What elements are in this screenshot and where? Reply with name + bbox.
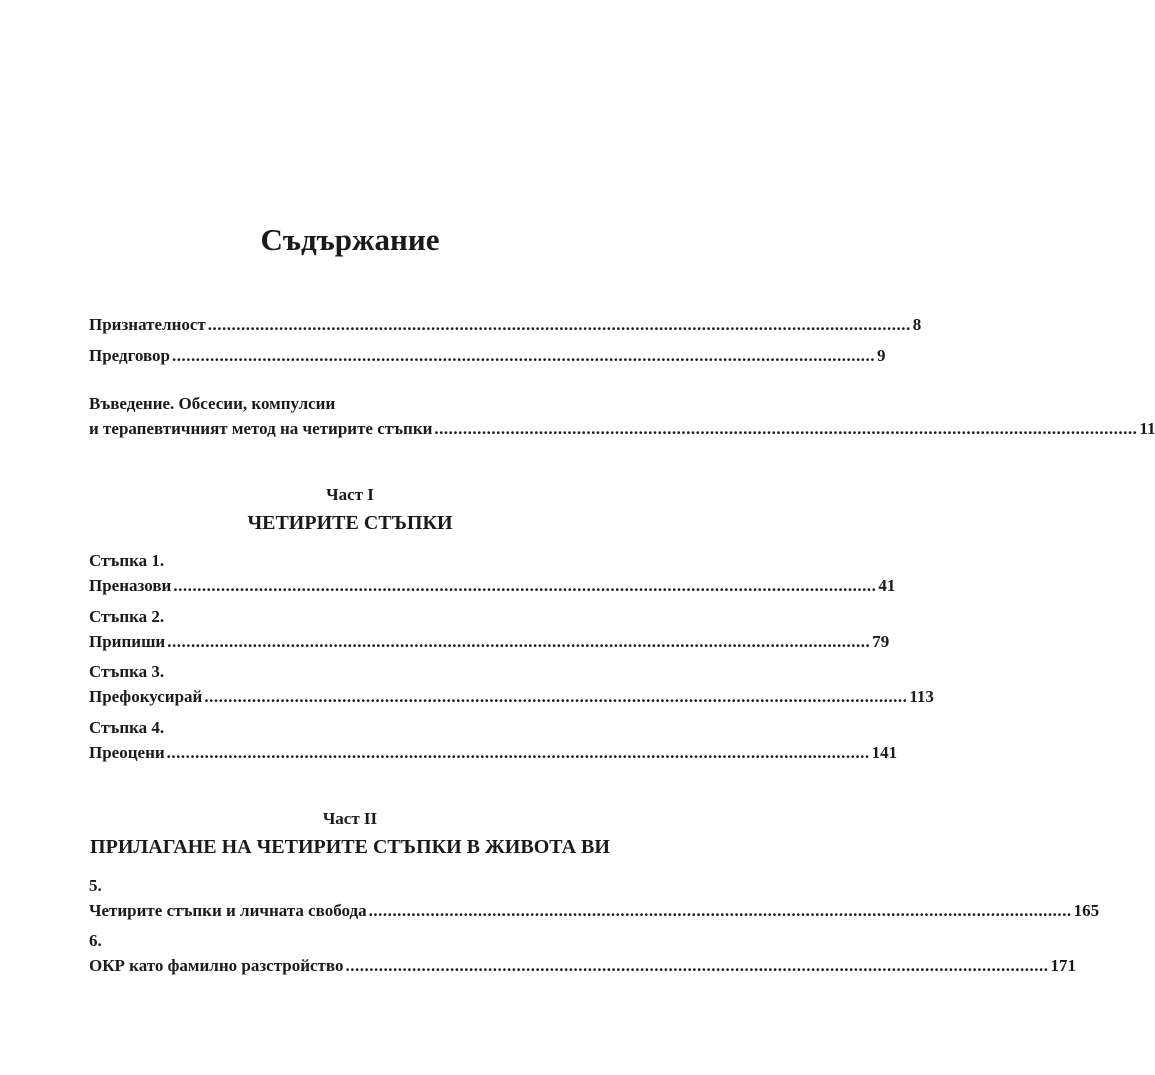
entry-label: Въведение. Обсесии, компулсии: [89, 394, 336, 413]
entry-page: 79: [872, 632, 890, 651]
dot-leader: ....................................................................................................................................................: [173, 576, 877, 595]
toc-entry-preface[interactable]: [89, 346, 886, 366]
dot-leader: ....................................................................................................................................................: [167, 632, 871, 651]
toc-entry-acknowledgements[interactable]: [89, 315, 922, 335]
toc-entry-chapter-6[interactable]: [89, 931, 1076, 976]
entry-label: Стъпка 3.: [89, 662, 165, 681]
part-heading-1: [0, 484, 700, 536]
entry-text: Преназови: [89, 576, 172, 595]
part-name: ПРИЛАГАНЕ НА ЧЕТИРИТЕ СТЪПКИ В ЖИВОТА ВИ: [90, 836, 610, 858]
entry-label: Стъпка 4.: [89, 718, 165, 737]
part-number: Част II: [322, 809, 378, 828]
entry-page: 113: [909, 687, 934, 706]
dot-leader: ....................................................................................................................................................: [434, 419, 1138, 438]
dot-leader: ....................................................................................................................................................: [166, 743, 870, 762]
entry-label: Стъпка 2.: [89, 607, 165, 626]
toc-entry-step-1[interactable]: [89, 551, 896, 596]
entry-text: Припиши: [89, 632, 166, 651]
part-number: Част I: [326, 485, 374, 504]
toc-entry-step-4[interactable]: [89, 718, 898, 763]
toc-entry-step-2[interactable]: [89, 607, 890, 652]
part-name: ЧЕТИРИТЕ СТЪПКИ: [247, 512, 453, 534]
dot-leader: ....................................................................................................................................................: [345, 956, 1049, 975]
entry-page: 8: [912, 315, 922, 334]
entry-text: Четирите стъпки и личната свобода: [89, 901, 367, 920]
toc-entry-chapter-5[interactable]: [89, 876, 1100, 921]
entry-page: 171: [1050, 956, 1076, 975]
part-heading-2: [0, 808, 700, 860]
toc-entry-step-3[interactable]: [89, 662, 934, 707]
entry-text: ОКР като фамилно разстройство: [89, 956, 344, 975]
dot-leader: ....................................................................................................................................................: [368, 901, 1072, 920]
dot-leader: ....................................................................................................................................................: [204, 687, 908, 706]
entry-page: 165: [1073, 901, 1100, 920]
entry-text: Признателност: [89, 315, 206, 334]
entry-text: Префокусирай: [89, 687, 203, 706]
entry-text: Преоцени: [89, 743, 165, 762]
entry-page: 9: [877, 346, 886, 365]
dot-leader: ....................................................................................................................................................: [172, 346, 875, 365]
dot-leader: ....................................................................................................................................................: [207, 315, 911, 334]
page-title: Съдържание: [260, 222, 440, 257]
entry-page: 141: [871, 743, 898, 762]
entry-text: и терапевтичният метод на четирите стъпки: [89, 419, 433, 438]
entry-label: 5.: [89, 876, 102, 895]
entry-label: 6.: [89, 931, 102, 950]
entry-text: Предговор: [89, 346, 170, 365]
entry-page: 41: [878, 576, 896, 595]
toc-entry-introduction[interactable]: [89, 394, 1155, 439]
entry-page: 11: [1139, 419, 1155, 438]
entry-label: Стъпка 1.: [89, 551, 165, 570]
